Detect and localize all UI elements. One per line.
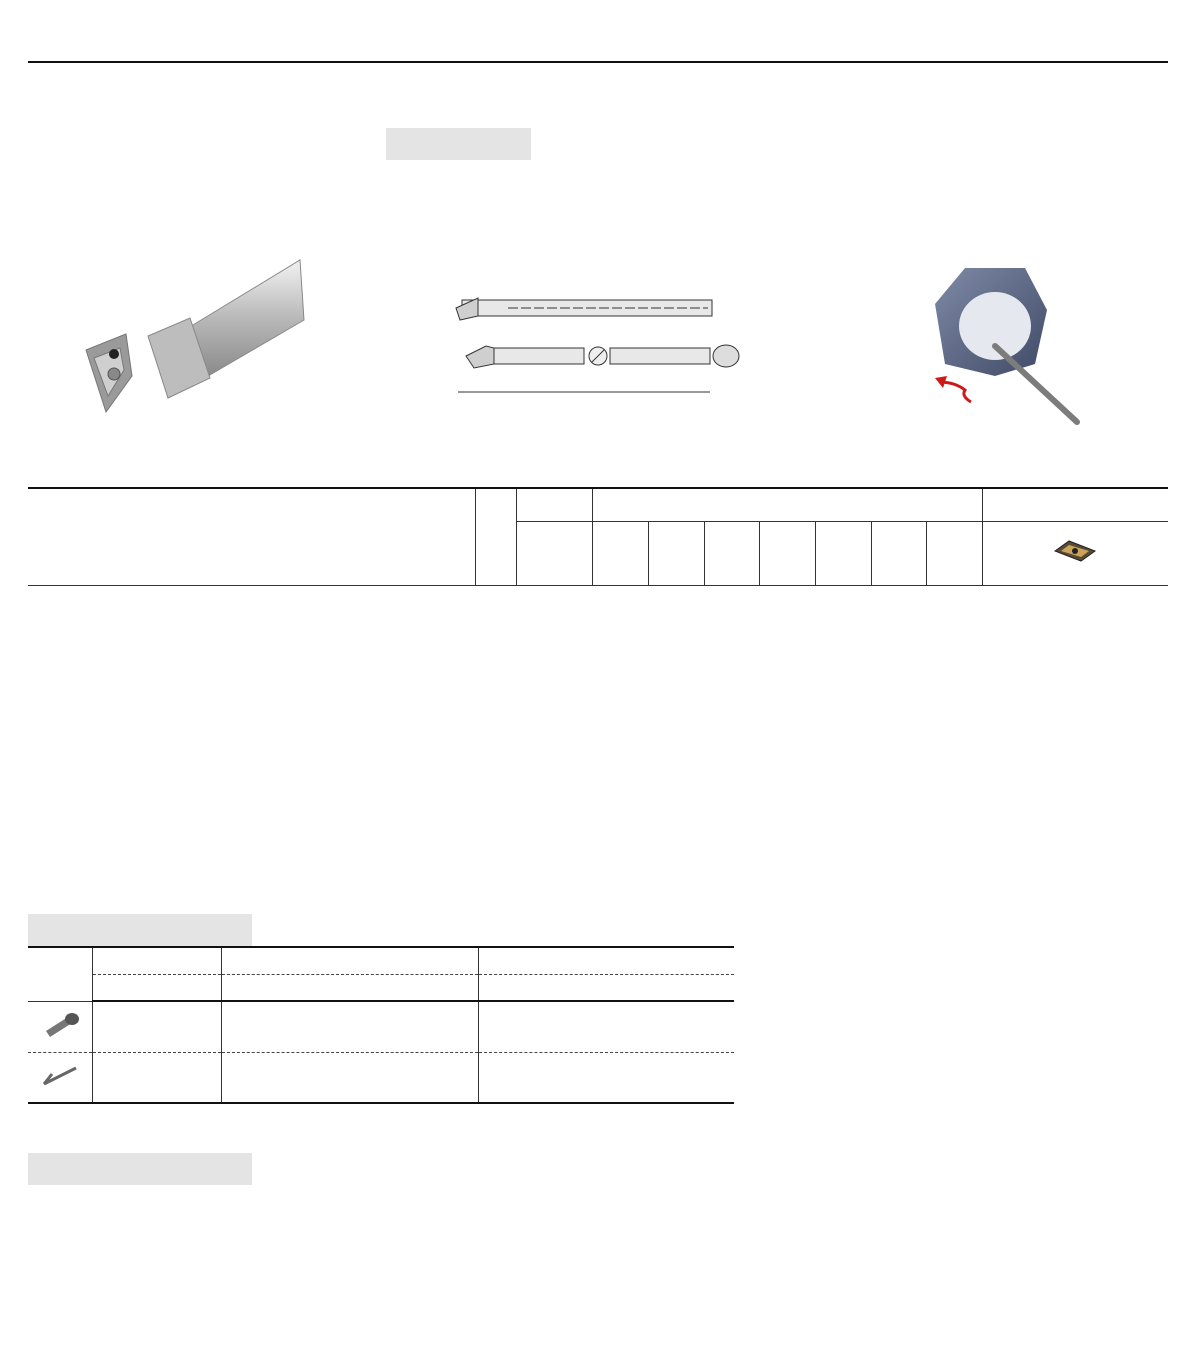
spare-parts-tab bbox=[28, 914, 252, 946]
col-l bbox=[555, 521, 593, 585]
wrench-label bbox=[93, 1052, 222, 1103]
screw-spec-2 bbox=[479, 1001, 735, 1052]
screw-label bbox=[93, 1001, 222, 1052]
inserts-header bbox=[982, 488, 1168, 521]
boring-bar-image bbox=[78, 258, 308, 418]
article-table bbox=[28, 487, 1168, 586]
spare-range2 bbox=[479, 974, 735, 1001]
spare-col1 bbox=[222, 947, 479, 974]
dimensions-header bbox=[593, 488, 982, 521]
insert-tab bbox=[28, 1153, 252, 1185]
spare-col2 bbox=[479, 947, 735, 974]
spare-parts-table bbox=[28, 946, 734, 1104]
spare-od-label bbox=[93, 974, 222, 1001]
col-l1 bbox=[815, 521, 871, 585]
stock-header bbox=[516, 488, 593, 521]
wrench-spec-2 bbox=[479, 1052, 735, 1103]
clamping-tag bbox=[386, 128, 531, 160]
screw-icon bbox=[28, 1001, 93, 1052]
cooling-header-icon bbox=[476, 488, 517, 585]
insert-grades-table bbox=[28, 1185, 992, 1312]
dimension-drawing bbox=[418, 292, 783, 402]
wrench-icon bbox=[28, 1052, 93, 1103]
spare-range1 bbox=[222, 974, 479, 1001]
col-h bbox=[704, 521, 760, 585]
col-s bbox=[760, 521, 816, 585]
article-header bbox=[28, 488, 476, 585]
insert-icon bbox=[982, 521, 1168, 585]
col-l2 bbox=[871, 521, 927, 585]
screw-spec-1 bbox=[222, 1001, 479, 1052]
stock-legend bbox=[32, 832, 51, 852]
col-od-big bbox=[593, 521, 649, 585]
wrench-spec-1 bbox=[222, 1052, 479, 1103]
spare-insert-label bbox=[93, 947, 222, 974]
application-image bbox=[925, 264, 1090, 429]
col-od-small bbox=[648, 521, 704, 585]
col-theta bbox=[927, 521, 983, 585]
header-rule bbox=[28, 61, 1168, 63]
col-r bbox=[516, 521, 554, 585]
